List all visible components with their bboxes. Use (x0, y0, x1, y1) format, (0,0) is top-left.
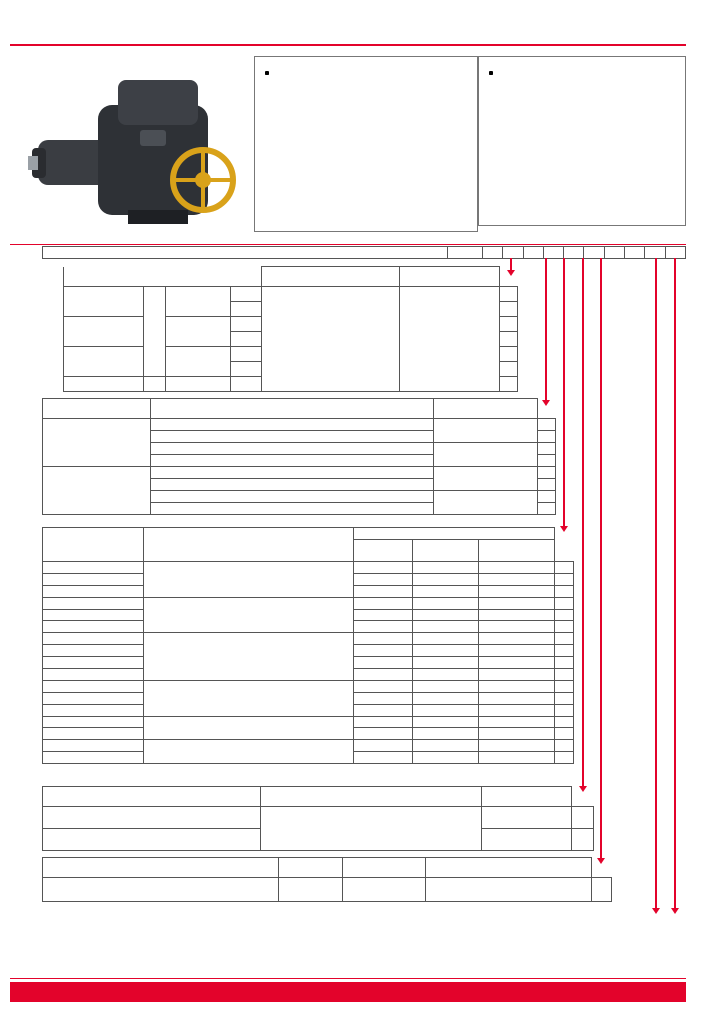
torque-value (43, 597, 144, 609)
power-value (353, 752, 412, 764)
code (554, 573, 573, 585)
torque-value (43, 645, 144, 657)
code (537, 431, 555, 443)
ip-rating (230, 332, 261, 347)
conn-wiring (433, 491, 537, 515)
speed-value (144, 597, 353, 633)
power-value (353, 704, 412, 716)
code (500, 317, 518, 332)
power-value (353, 573, 412, 585)
arrow-down-icon (671, 908, 679, 914)
conn-wiring (433, 467, 537, 491)
speed-value (144, 562, 353, 598)
code (554, 597, 573, 609)
revs-value (412, 621, 478, 633)
voltage-header (151, 399, 433, 419)
code (537, 503, 555, 515)
order-cell (584, 247, 604, 259)
order-code-label (43, 247, 448, 259)
revs-header (412, 540, 478, 562)
code (537, 443, 555, 455)
order-prefix (448, 247, 483, 259)
conn-terminal (43, 419, 151, 467)
power-value (353, 633, 412, 645)
climate-version (63, 287, 143, 317)
arrow-down-icon (597, 858, 605, 864)
code (554, 609, 573, 621)
speed-value (144, 740, 353, 764)
transmitter-table (42, 857, 612, 902)
voltage (151, 479, 433, 491)
torque-value (43, 669, 144, 681)
revs-value (412, 585, 478, 597)
transmitter-connection (279, 878, 343, 902)
torque-value (43, 585, 144, 597)
conn-connector (43, 467, 151, 515)
climate-version (63, 347, 143, 377)
revs-value (412, 728, 478, 740)
climate-version (63, 377, 143, 392)
ip-rating (230, 302, 261, 317)
revs-value (412, 680, 478, 692)
speed-value (144, 716, 353, 740)
ip-rating (230, 377, 261, 392)
code (554, 680, 573, 692)
order-cell (543, 247, 563, 259)
code (591, 878, 611, 902)
torque-value (43, 752, 144, 764)
power-value (353, 728, 412, 740)
temp-range (165, 377, 230, 392)
code (500, 302, 518, 317)
code (500, 347, 518, 362)
current-value (478, 692, 554, 704)
current-value (478, 562, 554, 574)
code (554, 716, 573, 728)
code (554, 633, 573, 645)
current-value (478, 728, 554, 740)
standard-equipment-pl (254, 56, 478, 232)
ip-rating (230, 317, 261, 332)
current-value (478, 633, 554, 645)
torque-value (43, 609, 144, 621)
current-value (478, 752, 554, 764)
revs-value (412, 597, 478, 609)
code (571, 829, 593, 851)
motor-header (353, 528, 554, 540)
code (537, 455, 555, 467)
revs-value (412, 716, 478, 728)
ip-rating (230, 347, 261, 362)
power-value (353, 669, 412, 681)
revs-value (412, 740, 478, 752)
order-cell (564, 247, 584, 259)
torque-value (43, 657, 144, 669)
voltage (151, 419, 433, 431)
arrow-line (582, 258, 584, 786)
current-value (478, 716, 554, 728)
temp-range (165, 317, 230, 347)
board-wiring-header (482, 787, 572, 807)
ip-rating (230, 287, 261, 302)
voltage (151, 431, 433, 443)
torque-value (43, 728, 144, 740)
code (500, 362, 518, 377)
current-value (478, 680, 554, 692)
transmitter-output (342, 878, 425, 902)
order-code-table (42, 246, 686, 259)
speed-header (144, 528, 353, 562)
power-value (353, 585, 412, 597)
code (500, 377, 518, 392)
current-value (478, 585, 554, 597)
power-value (353, 716, 412, 728)
torque-value (43, 621, 144, 633)
power-value (353, 657, 412, 669)
current-value (478, 657, 554, 669)
climate-table (42, 266, 518, 392)
order-cell (665, 247, 685, 259)
arrow-down-icon (652, 908, 660, 914)
actuator-illustration (28, 70, 248, 230)
wiring-value (399, 287, 500, 392)
control-board-table (42, 786, 594, 851)
order-cell (523, 247, 543, 259)
temp-range (165, 287, 230, 317)
power-header (353, 540, 412, 562)
transmitter-wiring (426, 878, 592, 902)
board-wiring (482, 829, 572, 851)
order-cell (483, 247, 503, 259)
climate-header (63, 267, 261, 287)
code (571, 807, 593, 829)
current-value (478, 621, 554, 633)
code (500, 332, 518, 347)
page-number (10, 982, 46, 1002)
code (554, 669, 573, 681)
board-electronic (43, 807, 261, 829)
conn-wiring (433, 443, 537, 467)
output-header (342, 858, 425, 878)
code (554, 752, 573, 764)
arrow-down-icon (579, 786, 587, 792)
arrow-line (545, 258, 547, 400)
code (554, 704, 573, 716)
conn-header (43, 399, 151, 419)
code (554, 728, 573, 740)
wiring-header (399, 267, 500, 287)
spec-rule (10, 244, 686, 245)
order-cell (604, 247, 624, 259)
voltage (151, 503, 433, 515)
board-header (43, 787, 261, 807)
board-wiring (482, 807, 572, 829)
power-value (353, 562, 412, 574)
standard-equipment-en (478, 56, 686, 226)
transmitter-name (43, 878, 279, 902)
code (554, 657, 573, 669)
revs-value (412, 645, 478, 657)
revs-value (412, 633, 478, 645)
current-value (478, 609, 554, 621)
arrow-down-icon (507, 270, 515, 276)
revs-value (412, 704, 478, 716)
motor-table (42, 527, 574, 764)
power-value (353, 597, 412, 609)
temp-range (165, 347, 230, 377)
footer-rule (10, 978, 686, 979)
torque-value (43, 680, 144, 692)
code (537, 479, 555, 491)
current-value (478, 740, 554, 752)
torque-value (43, 692, 144, 704)
voltage (151, 491, 433, 503)
transmitter-wiring-header (426, 858, 592, 878)
code (537, 491, 555, 503)
arrow-down-icon (560, 526, 568, 532)
code (554, 562, 573, 574)
code (554, 621, 573, 633)
conn-wiring-header (433, 399, 537, 419)
arrow-line (600, 258, 602, 858)
code (554, 645, 573, 657)
revs-value (412, 752, 478, 764)
revs-value (412, 657, 478, 669)
controller-value (261, 287, 399, 392)
climate-version (63, 317, 143, 347)
revs-value (412, 692, 478, 704)
current-value (478, 573, 554, 585)
current-header (478, 540, 554, 562)
revs-value (412, 562, 478, 574)
header-rule (10, 44, 686, 46)
code (554, 585, 573, 597)
code (500, 287, 518, 302)
power-value (353, 609, 412, 621)
current-value (478, 597, 554, 609)
code (537, 419, 555, 431)
arrow-line (510, 258, 512, 270)
current-value (478, 669, 554, 681)
torque-value (43, 562, 144, 574)
board-electromechanical (43, 829, 261, 851)
voltage (151, 467, 433, 479)
order-cell (645, 247, 665, 259)
revs-range-header (260, 787, 482, 807)
power-value (353, 692, 412, 704)
order-cell (503, 247, 523, 259)
revs-range (260, 807, 482, 851)
code (537, 467, 555, 479)
speed-value (144, 680, 353, 716)
arrow-down-icon (542, 400, 550, 406)
code (554, 692, 573, 704)
torque-value (43, 633, 144, 645)
power-value (353, 740, 412, 752)
voltage (151, 443, 433, 455)
current-value (478, 645, 554, 657)
voltage (151, 455, 433, 467)
code (554, 740, 573, 752)
torque-value (43, 704, 144, 716)
speed-value (144, 633, 353, 681)
controller-header (261, 267, 399, 287)
connection-header (279, 858, 343, 878)
torque-value (43, 716, 144, 728)
torque-value (43, 740, 144, 752)
arrow-line (655, 258, 657, 908)
power-value (353, 621, 412, 633)
revs-value (412, 609, 478, 621)
power-value (353, 645, 412, 657)
conn-wiring (433, 419, 537, 443)
revs-value (412, 573, 478, 585)
arrow-line (674, 258, 676, 908)
torque-header (43, 528, 144, 562)
torque-value (43, 573, 144, 585)
current-value (478, 704, 554, 716)
connection-table (42, 398, 556, 515)
order-cell (625, 247, 645, 259)
power-value (353, 680, 412, 692)
footer-bar (46, 982, 686, 1002)
ip-rating (230, 362, 261, 377)
transmitter-header (43, 858, 279, 878)
arrow-line (563, 258, 565, 526)
revs-value (412, 669, 478, 681)
